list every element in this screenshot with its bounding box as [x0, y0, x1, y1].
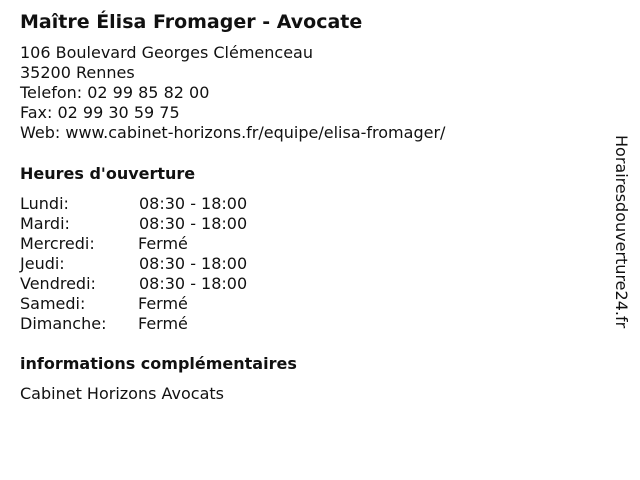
- site-watermark: [611, 135, 637, 375]
- hours-row-sunday: [20, 314, 320, 334]
- day-label: Mardi:: [20, 214, 70, 233]
- hours-row-friday: [20, 274, 320, 294]
- day-hours: 08:30 - 18:00: [139, 254, 248, 273]
- contact-block: [20, 43, 445, 143]
- day-hours: Fermé: [138, 314, 188, 333]
- opening-hours-heading: Heures d'ouverture: [20, 164, 196, 183]
- address-city: 35200 Rennes: [20, 63, 135, 82]
- day-label: Jeudi:: [20, 254, 65, 273]
- website-url: Web: www.cabinet-horizons.fr/equipe/elisa-fromager/: [20, 123, 446, 142]
- day-hours: 08:30 - 18:00: [139, 214, 248, 233]
- day-label: Vendredi:: [20, 274, 96, 293]
- day-label: Mercredi:: [20, 234, 95, 253]
- hours-row-monday: [20, 194, 320, 214]
- watermark-text: Horairesdouverture24.fr: [612, 135, 631, 329]
- address-street: 106 Boulevard Georges Clémenceau: [20, 43, 313, 62]
- hours-row-wednesday: [20, 234, 320, 254]
- day-hours: Fermé: [138, 234, 188, 253]
- phone-number: Telefon: 02 99 85 82 00: [20, 83, 210, 102]
- additional-info-text: Cabinet Horizons Avocats: [20, 384, 224, 403]
- day-label: Dimanche:: [20, 314, 107, 333]
- opening-hours-table: [20, 194, 320, 334]
- day-hours: 08:30 - 18:00: [139, 274, 248, 293]
- hours-row-saturday: [20, 294, 320, 314]
- day-label: Lundi:: [20, 194, 69, 213]
- hours-row-tuesday: [20, 214, 320, 234]
- fax-number: Fax: 02 99 30 59 75: [20, 103, 180, 122]
- day-hours: 08:30 - 18:00: [139, 194, 248, 213]
- hours-row-thursday: [20, 254, 320, 274]
- day-label: Samedi:: [20, 294, 86, 313]
- business-title: Maître Élisa Fromager - Avocate: [20, 11, 363, 33]
- additional-info-heading: informations complémentaires: [20, 354, 297, 373]
- day-hours: Fermé: [138, 294, 188, 313]
